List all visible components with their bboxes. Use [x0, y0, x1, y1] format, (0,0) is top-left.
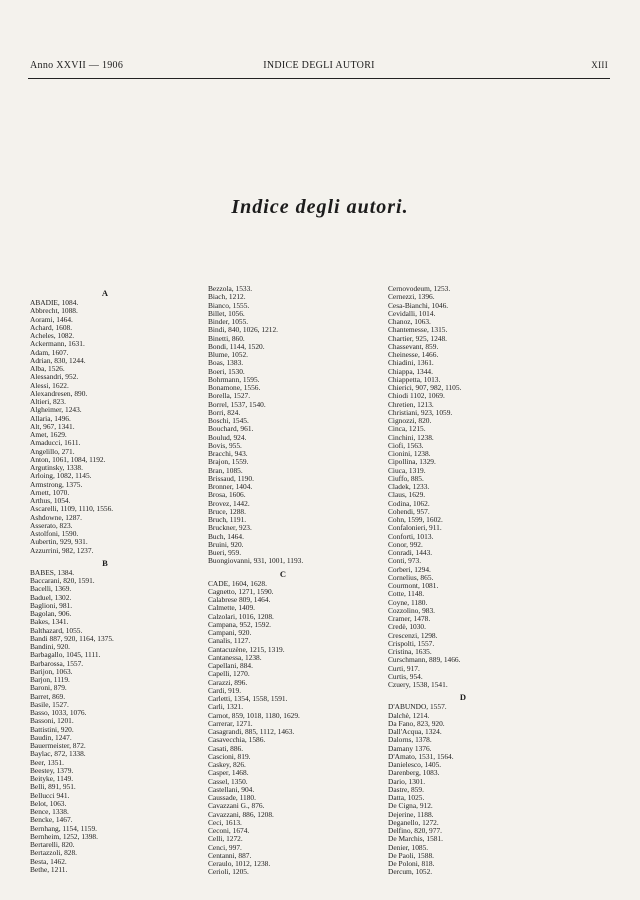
index-entry: Borri, 824.: [208, 408, 241, 417]
index-entry: Chassevant, 859.: [388, 342, 439, 351]
index-entry: Calmette, 1409.: [208, 604, 256, 613]
index-entry: Celli, 1272.: [208, 835, 243, 844]
index-entry: Datta, 1025.: [388, 794, 425, 802]
section-letter: D: [459, 692, 467, 703]
index-entry: Capelli, 1270.: [208, 670, 250, 679]
index-entry: Baylac, 872, 1338.: [30, 750, 86, 759]
index-entry: Battistini, 920.: [30, 725, 74, 734]
index-entry: CADE, 1604, 1628.: [208, 579, 267, 588]
index-entry: Crescenzi, 1298.: [388, 631, 438, 640]
index-entry: Cagnetto, 1271, 1590.: [208, 587, 274, 596]
index-entry: Achard, 1608.: [30, 323, 73, 332]
index-entry: Buch, 1464.: [208, 532, 244, 541]
index-entry: Alt, 967, 1341.: [30, 422, 75, 431]
index-entry: Danielesco, 1405.: [388, 761, 442, 769]
index-entry: Courmont, 1081.: [388, 582, 439, 590]
index-entry: Cantanessa, 1238.: [208, 653, 262, 662]
index-entry: De Marchis, 1581.: [388, 835, 444, 844]
index-entry: Bauermeister, 872.: [30, 742, 86, 750]
index-entry: Boas, 1383.: [208, 359, 244, 368]
index-entry: Bovis, 955.: [208, 441, 242, 450]
index-entry: Boschi, 1545.: [208, 417, 249, 425]
index-entry: Cotte, 1148.: [388, 590, 425, 599]
index-entry: Campani, 920.: [208, 629, 252, 637]
index-entry: Cornelius, 865.: [388, 573, 434, 582]
index-entry: Cevidalli, 1014.: [388, 309, 436, 318]
index-entry: Curti, 917.: [388, 664, 420, 673]
index-entry: Bronner, 1404.: [208, 483, 253, 491]
index-entry: BABES, 1384.: [30, 568, 75, 577]
index-entry: Dalchè, 1214.: [388, 711, 430, 720]
index-entry: Cavazzani G., 876.: [208, 802, 265, 811]
index-entry: Buongiovanni, 931, 1001, 1193.: [208, 557, 304, 566]
index-entry: Amet, 1629.: [30, 431, 67, 439]
index-entry: Christiani, 923, 1059.: [388, 408, 453, 417]
index-entry: Allaria, 1496.: [30, 414, 71, 423]
index-entry: Chanoz, 1063.: [388, 318, 431, 326]
index-entry: Cramer, 1478.: [388, 615, 431, 623]
index-entry: Credè, 1030.: [388, 623, 426, 632]
section-letter: B: [102, 557, 108, 568]
header-title: INDICE DEGLI AUTORI: [263, 60, 375, 71]
index-entry: D'ABUNDO, 1557.: [388, 703, 447, 712]
index-entry: Bertazzoli, 828.: [30, 849, 77, 858]
index-column-1: [30, 285, 200, 874]
index-entry: Cheinesse, 1466.: [388, 351, 439, 359]
index-entry: Cohendi, 957.: [388, 507, 430, 516]
index-entry: Bandi 887, 920, 1164, 1375.: [30, 634, 114, 643]
index-entry: Bence, 1338.: [30, 808, 69, 816]
index-entry: Cinca, 1215.: [388, 425, 426, 434]
index-entry: Ashdowne, 1287.: [30, 513, 82, 522]
index-entry: Dejerine, 1188.: [388, 810, 434, 819]
index-entry: Bertarelli, 820.: [30, 841, 75, 849]
index-entry: Cionini, 1238.: [388, 450, 431, 458]
index-entry: Bouchard, 961.: [208, 425, 254, 434]
index-entry: Barbarossa, 1557.: [30, 659, 84, 668]
index-entry: Brosa, 1606.: [208, 491, 246, 500]
index-entry: Dall'Acqua, 1324.: [388, 728, 442, 736]
index-entry: Conradi, 1443.: [388, 549, 433, 557]
index-entry: Belli, 891, 951.: [30, 783, 76, 792]
index-entry: Damany 1376.: [388, 744, 432, 753]
index-entry: Cantacuzène, 1215, 1319.: [208, 645, 285, 654]
index-entry: Biach, 1212.: [208, 293, 246, 302]
index-entry: Arnett, 1070.: [30, 488, 70, 497]
index-entry: Barret, 869.: [30, 692, 66, 701]
index-entry: Blume, 1052.: [208, 351, 249, 359]
index-entry: Czuery, 1538, 1541.: [388, 681, 448, 689]
index-entry: Adam, 1607.: [30, 348, 69, 357]
index-entry: Cohn, 1599, 1602.: [388, 516, 443, 524]
index-entry: Dario, 1301.: [388, 777, 426, 786]
index-entry: Cladek, 1233.: [388, 483, 430, 491]
index-entry: Baroni, 879.: [30, 684, 67, 693]
index-entry: Brissaud, 1190.: [208, 474, 254, 483]
index-entry: Cozzolino, 983.: [388, 606, 436, 615]
index-entry: Aubertin, 929, 931.: [30, 538, 88, 547]
index-entry: Basile, 1527.: [30, 700, 69, 709]
index-entry: Beer, 1351.: [30, 758, 64, 767]
index-entry: Dastre, 859.: [388, 785, 424, 794]
index-entry: Conti, 973.: [388, 557, 422, 566]
index-entry: Asserato, 823.: [30, 521, 73, 530]
page-title: Indice degli autori.: [231, 196, 409, 218]
index-entry: Chretien, 1213.: [388, 400, 434, 409]
index-entry: Bezzola, 1533.: [208, 285, 253, 293]
index-entry: Ascarelli, 1109, 1110, 1556.: [30, 505, 114, 514]
index-entry: Chiodi 1102, 1069.: [388, 392, 445, 401]
index-entry: Cignozzi, 820.: [388, 417, 432, 425]
index-entry: Billet, 1056.: [208, 309, 245, 318]
index-entry: Carletti, 1354, 1558, 1591.: [208, 695, 288, 703]
index-entry: Carli, 1321.: [208, 703, 244, 712]
index-entry: Bianco, 1555.: [208, 301, 250, 310]
index-entry: Balthazard, 1055.: [30, 626, 83, 635]
index-entry: Bonamone, 1556.: [208, 384, 261, 392]
index-entry: Bueri, 959.: [208, 549, 242, 557]
index-entry: Caussade, 1180.: [208, 794, 256, 802]
index-entry: ABADIE, 1084.: [30, 299, 79, 307]
index-entry: Beestey, 1379.: [30, 766, 74, 775]
index-entry: Curtis, 954.: [388, 672, 423, 681]
index-entry: Arthus, 1054.: [30, 497, 71, 505]
index-column-2: [208, 285, 378, 877]
index-entry: Brajon, 1559.: [208, 458, 249, 467]
index-entry: Binder, 1055.: [208, 318, 249, 326]
index-entry: Bandini, 920.: [30, 643, 71, 651]
index-entry: Abbrecht, 1088.: [30, 307, 78, 316]
index-entry: Casati, 886.: [208, 744, 244, 753]
index-entry: Basso, 1033, 1076.: [30, 709, 87, 717]
index-entry: Casagrandi, 885, 1112, 1463.: [208, 728, 295, 736]
index-entry: Alessi, 1622.: [30, 381, 69, 390]
header-rule: [28, 78, 610, 79]
index-entry: Casper, 1468.: [208, 769, 249, 778]
index-entry: Bernhang, 1154, 1159.: [30, 824, 97, 833]
index-entry: Ceconi, 1674.: [208, 827, 250, 835]
index-entry: Cesa-Bianchi, 1046.: [388, 301, 449, 310]
index-entry: Argutinsky, 1338.: [30, 464, 83, 472]
index-entry: Cernezzi, 1396.: [388, 293, 435, 302]
header-year: Anno XXVII — 1906: [30, 60, 124, 71]
index-entry: Baglioni, 981.: [30, 601, 73, 610]
index-entry: Canalis, 1127.: [208, 637, 251, 646]
index-entry: Ackermann, 1631.: [30, 340, 85, 349]
index-entry: Bacelli, 1369.: [30, 585, 72, 594]
index-entry: Algheimer, 1243.: [30, 406, 82, 415]
index-entry: Bernheim, 1252, 1398.: [30, 832, 98, 841]
index-entry: Dalorns, 1378.: [388, 736, 432, 745]
index-entry: Calabrese 809, 1464.: [208, 596, 271, 604]
index-entry: Barjon, 1119.: [30, 676, 70, 684]
index-entry: Casavecchia, 1586.: [208, 736, 266, 745]
index-entry: Ciuffo, 885.: [388, 474, 424, 483]
index-entry: Deganello, 1272.: [388, 818, 439, 827]
index-entry: Barbagallo, 1045, 1111.: [30, 651, 101, 660]
index-entry: Da Fano, 823, 920.: [388, 719, 445, 728]
index-entry: Baudin, 1247.: [30, 733, 72, 742]
index-entry: Adrian, 830, 1244.: [30, 356, 86, 365]
index-entry: Bagolan, 906.: [30, 610, 72, 618]
index-entry: Besta, 1462.: [30, 857, 67, 866]
index-entry: Chierici, 907, 982, 1105.: [388, 384, 462, 392]
index-entry: Cassel, 1350.: [208, 777, 248, 786]
index-entry: Angelillo, 271.: [30, 447, 75, 456]
index-entry: Cascioni, 819.: [208, 752, 251, 761]
index-entry: Aorami, 1464.: [30, 315, 73, 324]
index-entry: Bruini, 920.: [208, 540, 244, 549]
index-entry: Cernovodeum, 1253.: [388, 285, 451, 293]
index-entry: Alessandri, 952.: [30, 373, 79, 382]
index-entry: Bellucci 941.: [30, 791, 70, 800]
index-entry: Alexandresen, 890.: [30, 389, 88, 398]
index-entry: Bruce, 1288.: [208, 507, 246, 516]
header-page-number: XIII: [591, 60, 608, 70]
section-letter: C: [279, 568, 287, 579]
index-entry: Amaducci, 1611.: [30, 439, 81, 448]
index-entry: Altieri, 823.: [30, 398, 66, 406]
index-entry: Bassoni, 1201.: [30, 717, 74, 726]
index-entry: Bondi, 1144, 1520.: [208, 342, 265, 351]
index-entry: Baduel, 1302.: [30, 593, 72, 602]
index-entry: Coyne, 1180.: [388, 598, 428, 607]
index-entry: Acheles, 1082.: [30, 332, 75, 340]
index-entry: Borella, 1527.: [208, 392, 251, 401]
index-entry: Cenci, 997.: [208, 843, 242, 852]
index-entry: Chiappetta, 1013.: [388, 375, 441, 384]
index-entry: Cavazzani, 886, 1208.: [208, 810, 274, 819]
index-entry: Borrel, 1537, 1540.: [208, 400, 266, 409]
index-entry: Castellani, 904.: [208, 785, 255, 794]
index-entry: Conor, 992.: [388, 540, 423, 549]
index-entry: Confalonieri, 911.: [388, 524, 442, 533]
index-entry: Caskey, 826.: [208, 761, 246, 769]
index-entry: Cerioli, 1205.: [208, 868, 249, 877]
index-entry: Curschmann, 889, 1466.: [388, 656, 461, 665]
index-entry: Binetti, 860.: [208, 334, 245, 343]
index-entry: Crispolti, 1557.: [388, 639, 435, 648]
index-entry: Anton, 1061, 1084, 1192.: [30, 455, 106, 464]
index-entry: Bencke, 1467.: [30, 816, 73, 825]
index-entry: Carrerar, 1271.: [208, 719, 253, 728]
index-entry: Azzurrini, 982, 1237.: [30, 546, 94, 555]
index-entry: Carnot, 859, 1018, 1180, 1629.: [208, 711, 300, 720]
index-entry: Alba, 1526.: [30, 365, 65, 373]
index-column-3: [388, 285, 558, 877]
index-entry: Bethe, 1211.: [30, 865, 68, 874]
index-entry: Armstrong, 1375.: [30, 480, 83, 489]
index-entry: Cristina, 1635.: [388, 648, 432, 656]
index-entry: Cardi, 919.: [208, 686, 242, 695]
index-entry: Codina, 1062.: [388, 499, 430, 508]
index-entry: Bruckner, 923.: [208, 524, 252, 533]
index-entry: Barijon, 1063.: [30, 667, 73, 676]
index-entry: Belot, 1063.: [30, 799, 67, 808]
index-entry: Bran, 1085.: [208, 466, 243, 475]
index-entry: Dercum, 1052.: [388, 868, 433, 877]
index-entry: Ceci, 1613.: [208, 818, 242, 827]
index-entry: Darenberg, 1083.: [388, 769, 440, 778]
index-entry: Cinchini, 1238.: [388, 433, 434, 442]
index-entry: Denier, 1085.: [388, 843, 429, 852]
index-entry: Calzolari, 1016, 1208.: [208, 612, 274, 621]
index-entry: Bohrmann, 1595.: [208, 375, 260, 384]
index-entry: Baccarani, 820, 1591.: [30, 577, 95, 585]
index-entry: Arloing, 1082, 1145.: [30, 472, 92, 481]
index-entry: Bruch, 1191.: [208, 516, 247, 524]
index-entry: Beityke, 1149.: [30, 775, 74, 783]
index-entry: Chiadini, 1361.: [388, 359, 434, 368]
index-entry: Ciuca, 1319.: [388, 466, 426, 475]
index-entry: Conforti, 1013.: [388, 532, 434, 541]
running-header: [30, 60, 608, 76]
index-entry: De Cigna, 912.: [388, 802, 433, 811]
index-entry: De Poloni, 818.: [388, 860, 435, 868]
index-entry: Bindi, 840, 1026, 1212.: [208, 326, 279, 335]
index-entry: Boulud, 924.: [208, 433, 247, 442]
index-entry: Brovez, 1442.: [208, 499, 250, 508]
index-entry: Chartier, 925, 1248.: [388, 334, 448, 343]
index-entry: Astolfoni, 1590.: [30, 530, 79, 538]
index-entry: Delfino, 820, 977.: [388, 827, 442, 835]
index-entry: Centanni, 887.: [208, 851, 252, 860]
index-entry: Campana, 952, 1592.: [208, 620, 272, 629]
index-entry: De Paoli, 1588.: [388, 851, 434, 860]
index-entry: Chantemesse, 1315.: [388, 326, 448, 335]
index-entry: Carazzi, 896.: [208, 678, 248, 687]
section-letter: A: [101, 288, 109, 298]
index-entry: Chiappa, 1344.: [388, 367, 433, 376]
index-entry: Ciofi, 1563.: [388, 441, 424, 450]
index-entry: Claus, 1629.: [388, 491, 426, 500]
index-entry: Bakes, 1341.: [30, 618, 69, 627]
index-entry: Corberi, 1294.: [388, 565, 431, 574]
index-entry: Cipollina, 1329.: [388, 458, 436, 467]
index-entry: D'Amato, 1531, 1564.: [388, 752, 454, 761]
index-entry: Bracchi, 943.: [208, 450, 248, 458]
index-entry: Ceraulo, 1012, 1238.: [208, 860, 271, 868]
index-entry: Capellani, 884.: [208, 662, 253, 670]
index-entry: Boeri, 1530.: [208, 367, 245, 376]
